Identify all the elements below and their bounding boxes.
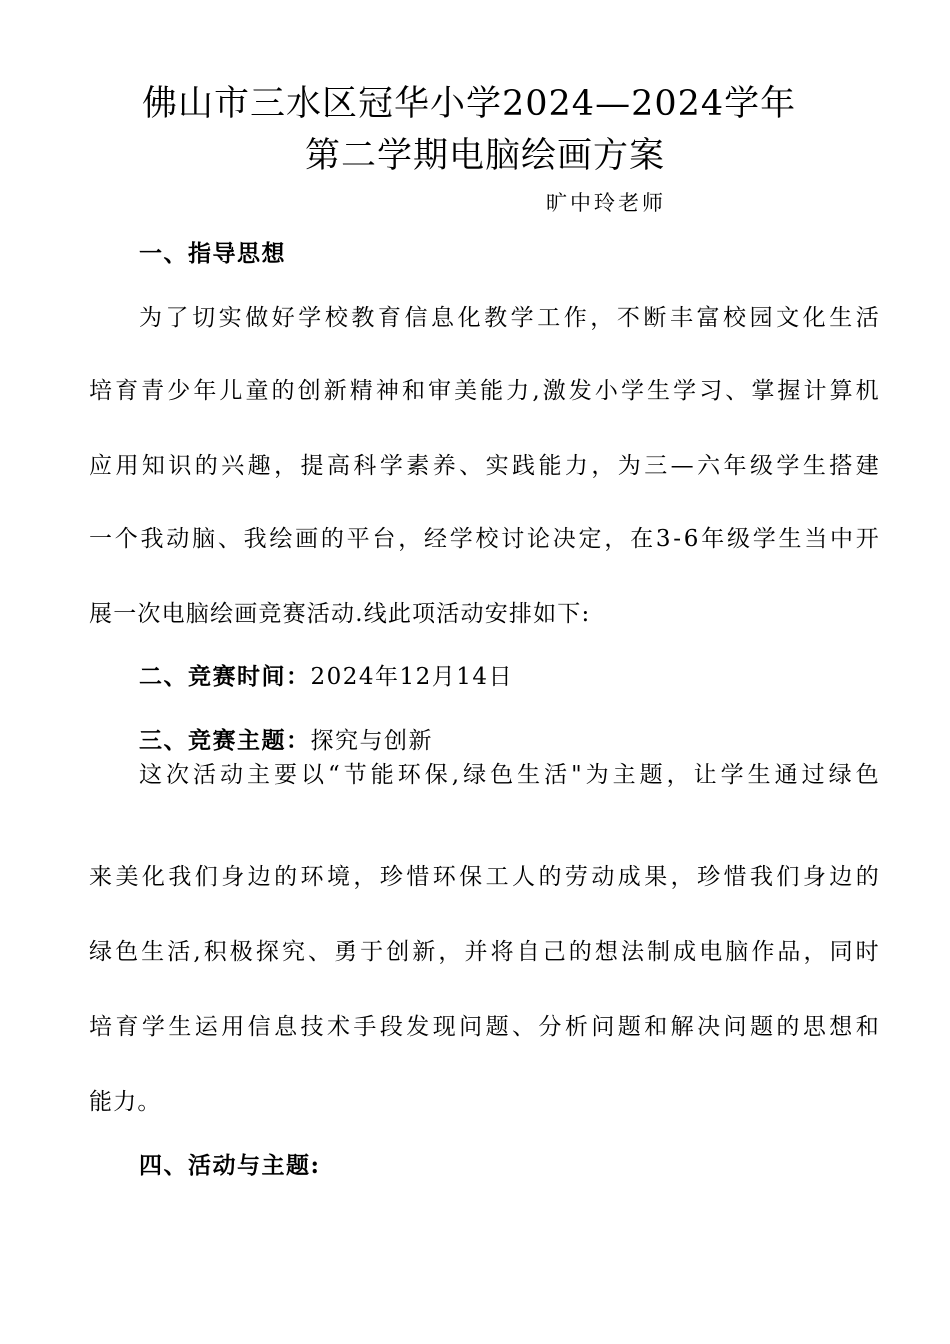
section-heading-guiding-ideology	[139, 238, 286, 270]
paragraph-line: 为 了 切 实 做 好 学 校 教 育 信 息 化 教 学 工 作 ， 不 断 丰 富 校 园 文 化 生 活	[139, 305, 879, 331]
section-heading-text: 四、活动与主题:	[139, 1152, 321, 1179]
document-title-line2: 第二学期电脑绘画方案	[305, 136, 666, 176]
paragraph-line: 一 个 我 动 脑 、 我 绘 画 的 平 台 ， 经 学 校 讨 论 决 定 ， 在 3 - 6 年 级 学 生 当 中 开	[89, 526, 879, 552]
paragraph-line: 培 育 青 少 年 儿 童 的 创 新 精 神 和 审 美 能 力 , 激 发 小 学 生 学 习 、 掌 握 计 算 机	[89, 378, 879, 404]
section-activity-theme	[139, 1150, 321, 1182]
paragraph-line: 展一次电脑绘画竞赛活动.线此项活动安排如下:	[89, 601, 591, 627]
section-heading-text: 三、竞赛主题：	[139, 727, 311, 754]
section-competition-theme	[139, 725, 433, 757]
section-competition-time	[139, 661, 513, 693]
paragraph-line: 培 育 学 生 运 用 信 息 技 术 手 段 发 现 问 题 、 分 析 问 题 和 解 决 问 题 的 思 想 和	[89, 1014, 879, 1040]
paragraph-line: 应 用 知 识 的 兴 趣 ， 提 高 科 学 素 养 、 实 践 能 力 ， 为 三 — 六 年 级 学 生 搭 建	[89, 453, 879, 479]
paragraph-line: 绿 色 生 活 , 积 极 探 究 、 勇 于 创 新 ， 并 将 自 己 的 想 法 制 成 电 脑 作 品 ， 同 时	[89, 939, 879, 965]
author-name: 旷中玲老师	[546, 191, 666, 215]
paragraph-line: 能力。	[89, 1089, 162, 1115]
competition-theme-value: 探究与创新	[310, 728, 433, 754]
section-heading-text: 二、竞赛时间：	[139, 663, 311, 690]
document-title-line1: 佛山市三水区冠华小学2024—2024学年	[142, 84, 797, 124]
competition-date: 2024年12月14日	[310, 664, 514, 690]
paragraph-line: 这 次 活 动 主 要 以 “ 节 能 环 保 , 绿 色 生 活 " 为 主 题 ， 让 学 生 通 过 绿 色	[139, 762, 879, 788]
paragraph-line: 来 美 化 我 们 身 边 的 环 境 ， 珍 惜 环 保 工 人 的 劳 动 成 果 ， 珍 惜 我 们 身 边 的	[89, 864, 879, 890]
section-heading-text: 一、指导思想	[139, 240, 286, 267]
